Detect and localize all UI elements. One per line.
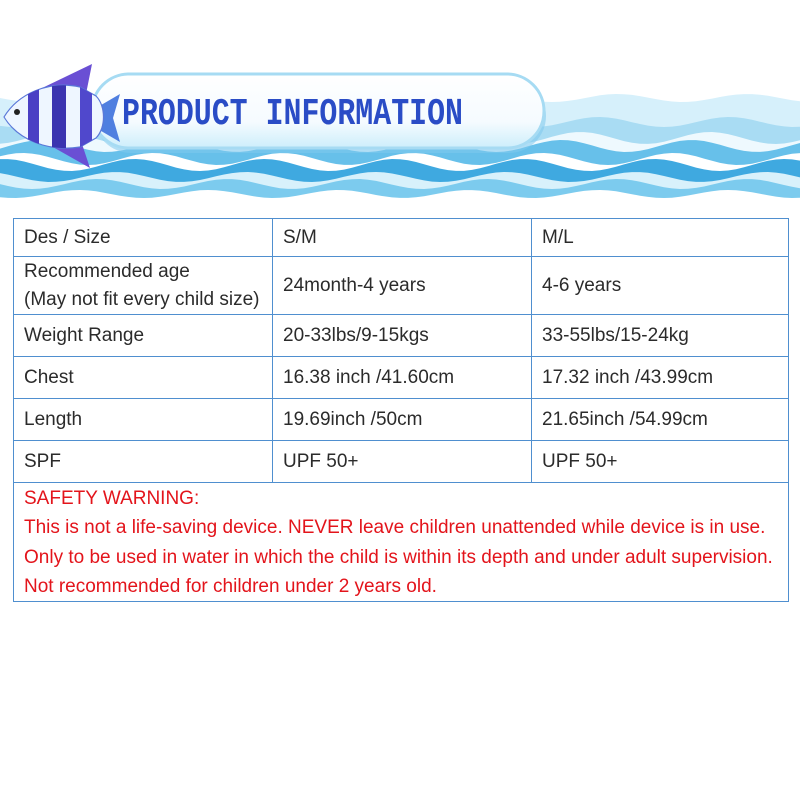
header-ml-cell: M/L bbox=[532, 219, 789, 257]
sm-value-cell: 20-33lbs/9-15kgs bbox=[273, 315, 532, 357]
ml-value-cell: 33-55lbs/15-24kg bbox=[532, 315, 789, 357]
safety-warning-line: This is not a life-saving device. NEVER leave children unattended while device is in use. bbox=[24, 517, 766, 539]
header-sm-cell: S/M bbox=[273, 219, 532, 257]
sm-value-cell: 24month-4 years bbox=[273, 257, 532, 315]
safety-warning-row bbox=[14, 483, 789, 602]
table-row bbox=[14, 399, 789, 441]
row-label-cell: Chest bbox=[14, 357, 273, 399]
table-row bbox=[14, 357, 789, 399]
safety-warning-title: SAFETY WARNING: bbox=[24, 488, 200, 509]
safety-warning-line: Not recommended for children under 2 years old. bbox=[24, 575, 437, 597]
ml-value-cell: UPF 50+ bbox=[532, 441, 789, 483]
banner bbox=[0, 0, 800, 208]
table-row bbox=[14, 315, 789, 357]
ml-value-cell: 4-6 years bbox=[532, 257, 789, 315]
row-label-note: (May not fit every child size) bbox=[24, 288, 260, 310]
sm-value-cell: 19.69inch /50cm bbox=[273, 399, 532, 441]
spec-table bbox=[13, 218, 789, 602]
table-header-row bbox=[14, 219, 789, 257]
ml-value-cell: 17.32 inch /43.99cm bbox=[532, 357, 789, 399]
row-label: Recommended age bbox=[24, 260, 190, 282]
header-label-cell: Des / Size bbox=[14, 219, 273, 257]
banner-title: PRODUCT INFORMATION bbox=[122, 93, 463, 136]
row-label-cell bbox=[14, 257, 273, 315]
row-label-cell: SPF bbox=[14, 441, 273, 483]
ml-value-cell: 21.65inch /54.99cm bbox=[532, 399, 789, 441]
row-label-cell: Weight Range bbox=[14, 315, 273, 357]
row-label-cell: Length bbox=[14, 399, 273, 441]
sm-value-cell: UPF 50+ bbox=[273, 441, 532, 483]
table-row bbox=[14, 257, 789, 315]
safety-warning-line: Only to be used in water in which the child is within its depth and under adult supervision. bbox=[24, 546, 773, 568]
fish-eye bbox=[14, 109, 20, 115]
table-row bbox=[14, 441, 789, 483]
sm-value-cell: 16.38 inch /41.60cm bbox=[273, 357, 532, 399]
safety-warning-cell bbox=[14, 483, 789, 602]
